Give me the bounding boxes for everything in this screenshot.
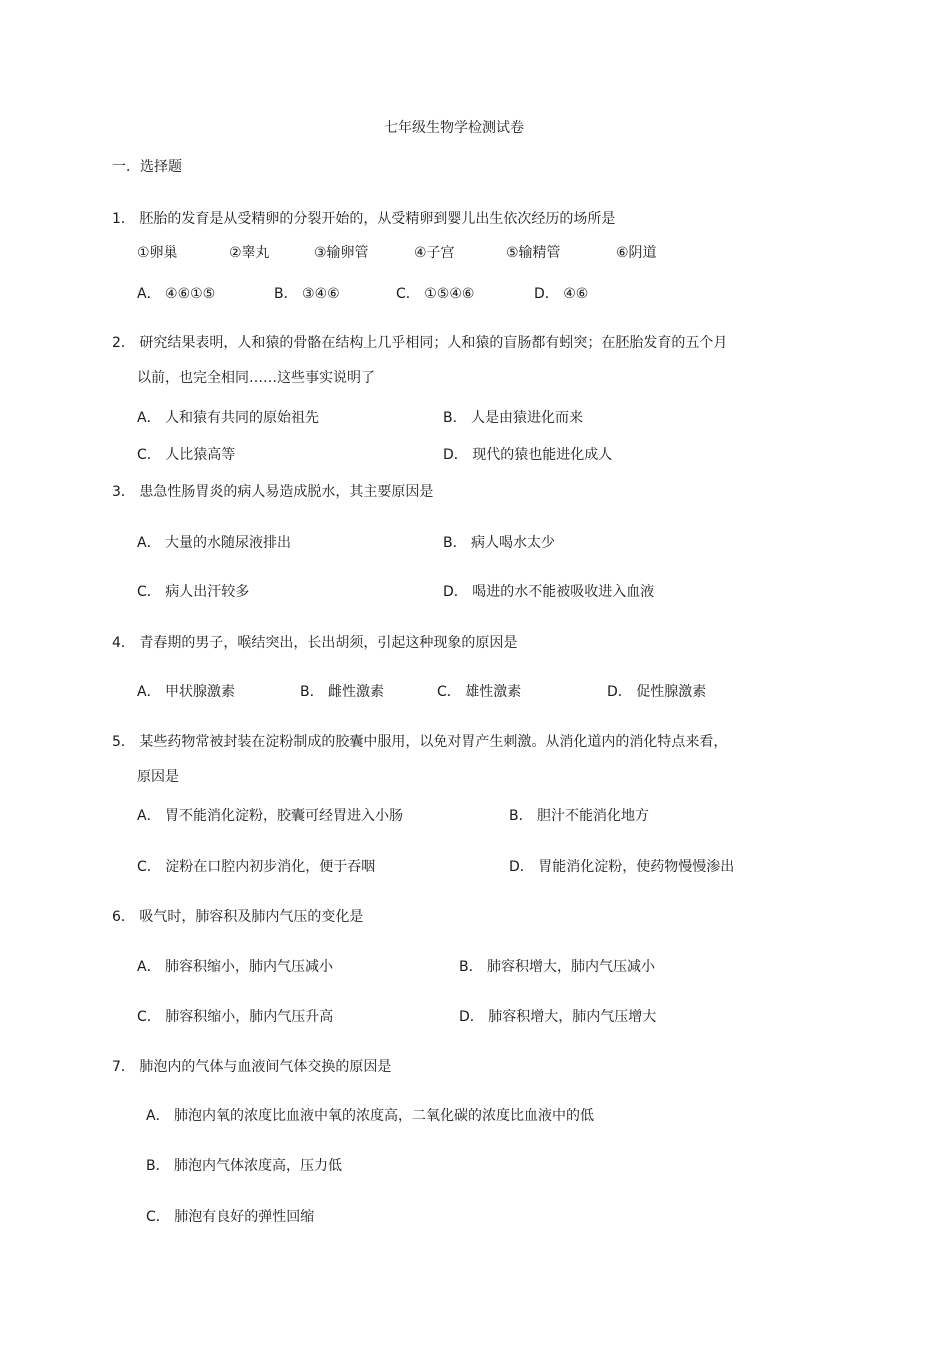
question-5-option-d: D． 胃能消化淀粉，使药物慢慢渗出 [509, 859, 735, 875]
question-1-option-d: D． ④⑥ [534, 286, 589, 302]
question-5-stem-cont: 原因是 [137, 769, 179, 785]
question-1-stem: 1． 胚胎的发育是从受精卵的分裂开始的，从受精卵到婴儿出生依次经历的场所是 [112, 211, 616, 227]
question-1-item: ②睾丸 [229, 245, 270, 261]
question-2-option-b: B． 人是由猿进化而来 [443, 410, 584, 426]
question-2-stem: 2． 研究结果表明，人和猿的骨骼在结构上几乎相同；人和猿的盲肠都有蚓突；在胚胎发育的五个月 [112, 335, 728, 351]
page-title: 七年级生物学检测试卷 [384, 120, 524, 136]
question-1-option-a: A． ④⑥①⑤ [137, 286, 216, 302]
question-6-stem: 6． 吸气时，肺容积及肺内气压的变化是 [112, 909, 364, 925]
question-6-option-b: B． 肺容积增大，肺内气压减小 [459, 959, 656, 975]
question-1-item: ⑤输精管 [506, 245, 561, 261]
question-2-option-a: A． 人和猿有共同的原始祖先 [137, 410, 320, 426]
question-5-stem: 5． 某些药物常被封装在淀粉制成的胶囊中服用，以免对胃产生刺激。从消化道内的消化特点来看， [112, 734, 728, 750]
question-2-option-c: C． 人比猿高等 [137, 447, 236, 463]
question-1-item: ⑥阴道 [616, 245, 657, 261]
question-3-option-a: A． 大量的水随尿液排出 [137, 535, 292, 551]
question-7-option-b: B． 肺泡内气体浓度高，压力低 [146, 1158, 343, 1174]
question-7-stem: 7． 肺泡内的气体与血液间气体交换的原因是 [112, 1059, 392, 1075]
question-1-item: ①卵巢 [137, 245, 178, 261]
question-1-option-c: C． ①⑤④⑥ [396, 286, 475, 302]
question-5-option-a: A． 胃不能消化淀粉，胶囊可经胃进入小肠 [137, 808, 404, 824]
question-7-option-a: A． 肺泡内氧的浓度比血液中氧的浓度高，二氧化碳的浓度比血液中的低 [146, 1108, 595, 1124]
question-1-item: ④子宫 [414, 245, 455, 261]
section-heading: 一．选择题 [112, 159, 182, 175]
question-5-option-c: C． 淀粉在口腔内初步消化，便于吞咽 [137, 859, 376, 875]
question-4-option-b: B． 雌性激素 [300, 684, 385, 700]
question-4-option-d: D． 促性腺激素 [607, 684, 707, 700]
question-5-option-b: B． 胆汁不能消化地方 [509, 808, 650, 824]
question-3-option-d: D． 喝进的水不能被吸收进入血液 [443, 584, 655, 600]
question-1-item: ③输卵管 [314, 245, 369, 261]
question-2-option-d: D． 现代的猿也能进化成人 [443, 447, 613, 463]
question-1-option-b: B． ③④⑥ [274, 286, 340, 302]
question-4-option-a: A． 甲状腺激素 [137, 684, 236, 700]
question-3-option-b: B． 病人喝水太少 [443, 535, 556, 551]
question-7-option-c: C． 肺泡有良好的弹性回缩 [146, 1209, 315, 1225]
question-3-option-c: C． 病人出汗较多 [137, 584, 250, 600]
question-3-stem: 3． 患急性肠胃炎的病人易造成脱水，其主要原因是 [112, 484, 434, 500]
question-4-option-c: C． 雄性激素 [437, 684, 522, 700]
question-6-option-c: C． 肺容积缩小，肺内气压升高 [137, 1009, 334, 1025]
question-4-stem: 4． 青春期的男子，喉结突出，长出胡须，引起这种现象的原因是 [112, 635, 518, 651]
question-6-option-a: A． 肺容积缩小，肺内气压减小 [137, 959, 334, 975]
question-2-stem-cont: 以前，也完全相同……这些事实说明了 [137, 370, 375, 386]
question-6-option-d: D． 肺容积增大，肺内气压增大 [459, 1009, 657, 1025]
